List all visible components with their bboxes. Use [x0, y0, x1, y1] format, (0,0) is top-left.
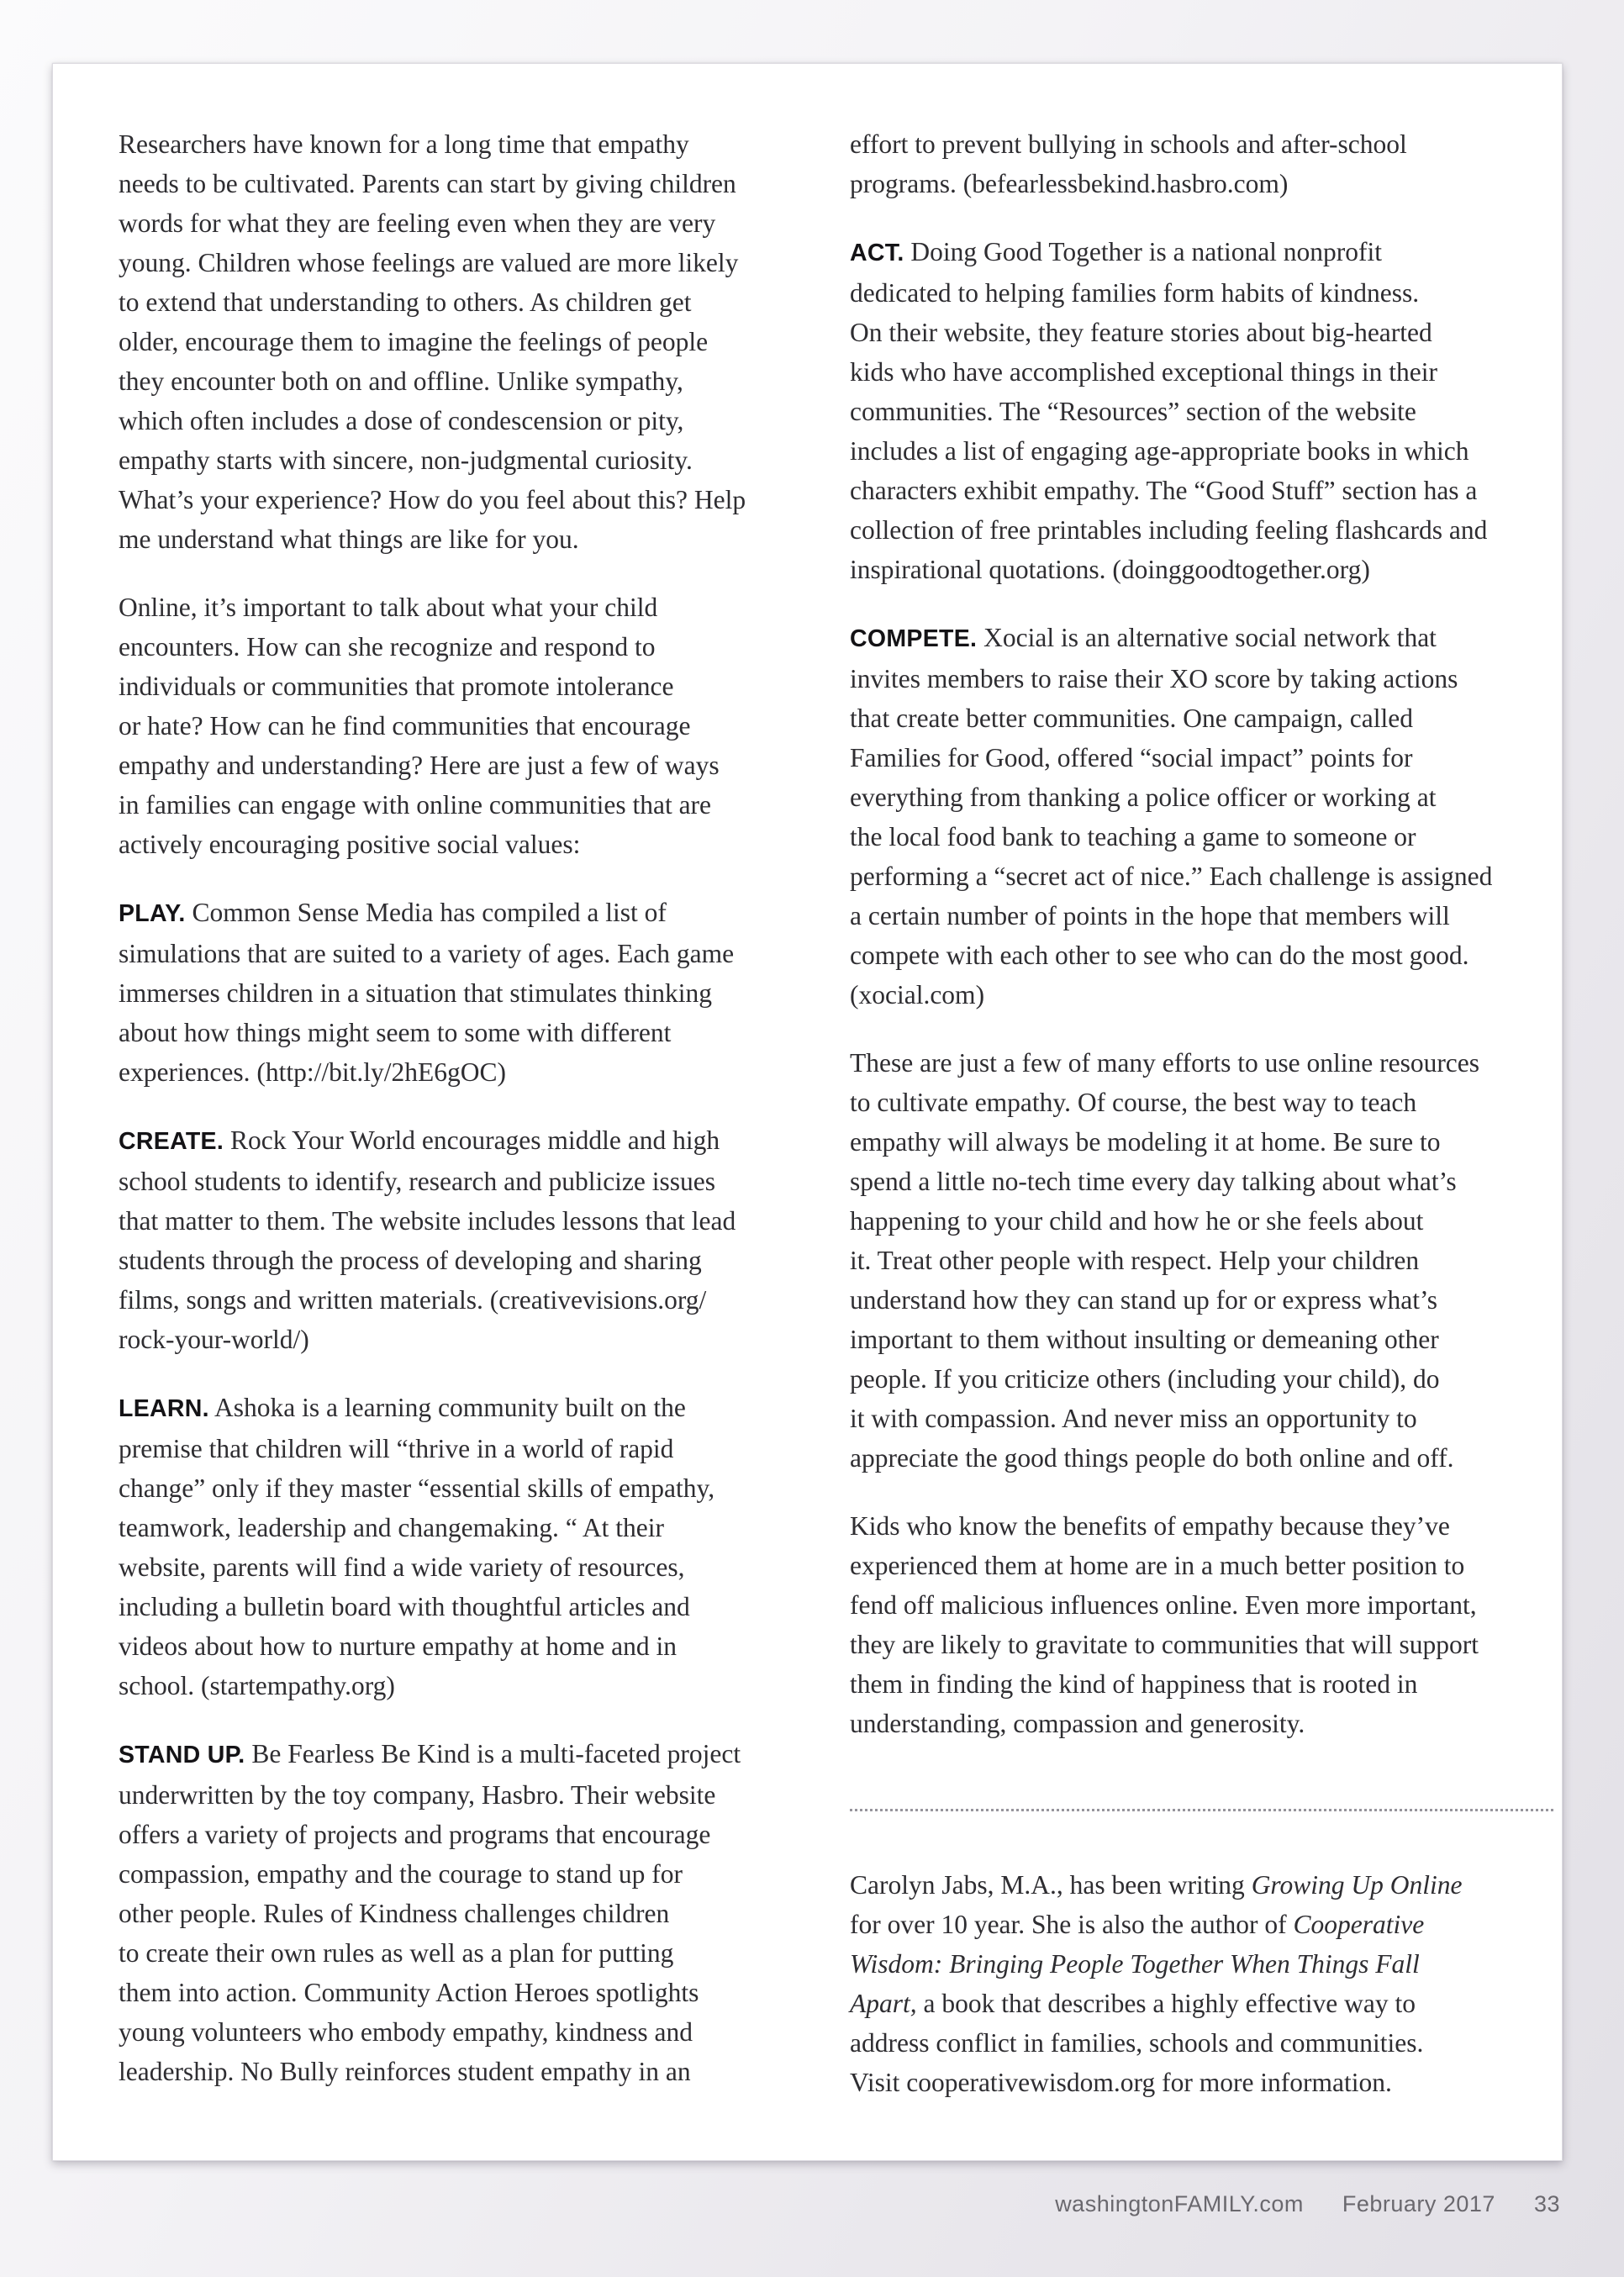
text-line	[119, 1894, 820, 1933]
text-line	[119, 1734, 820, 1775]
text-line	[119, 480, 820, 519]
text-line	[850, 471, 1560, 510]
text-line	[119, 1388, 820, 1429]
text-line	[850, 273, 1560, 313]
italic-text: Growing Up Online	[1251, 1870, 1463, 1900]
text-line	[119, 825, 820, 864]
text-segment: collection of free printables including feeling flashcards and	[850, 515, 1488, 545]
text-line	[850, 392, 1560, 431]
text-segment: teamwork, leadership and changemaking. “ At their	[119, 1513, 665, 1542]
text-line	[850, 232, 1560, 273]
text-segment: leadership. No Bully reinforces student empathy in an	[119, 2057, 691, 2086]
text-line	[850, 124, 1560, 164]
text-segment: communities. The “Resources” section of the website	[850, 397, 1416, 426]
text-segment: compete with each other to see who can do the most good.	[850, 941, 1469, 970]
text-segment: other people. Rules of Kindness challenges children	[119, 1899, 670, 1928]
text-line	[119, 164, 820, 203]
text-line	[119, 667, 820, 706]
section-label: COMPETE.	[850, 625, 978, 652]
text-line	[850, 618, 1560, 659]
text-segment: school. (startempathy.org)	[119, 1671, 395, 1700]
paragraph	[119, 1734, 820, 2091]
text-line	[119, 1241, 820, 1280]
text-line	[850, 1399, 1560, 1438]
text-segment: actively encouraging positive social values:	[119, 830, 581, 859]
text-line	[850, 1241, 1560, 1280]
text-line	[850, 1043, 1560, 1083]
text-line	[119, 627, 820, 667]
text-line	[850, 1162, 1560, 1201]
text-line	[850, 2023, 1560, 2063]
text-line	[119, 203, 820, 243]
text-line	[119, 893, 820, 934]
text-line	[850, 975, 1560, 1015]
paragraph	[850, 232, 1560, 589]
text-segment: a book that describes a highly effective way to	[916, 1989, 1416, 2018]
text-line	[119, 1468, 820, 1508]
text-line	[850, 817, 1560, 857]
paragraph	[850, 618, 1560, 1015]
text-line	[850, 659, 1560, 698]
text-segment: empathy starts with sincere, non-judgmental curiosity.	[119, 445, 693, 475]
right-column-paragraphs	[850, 124, 1560, 1743]
text-segment: words for what they are feeling even when they are very	[119, 208, 716, 238]
text-line	[119, 1775, 820, 1815]
text-segment: me understand what things are like for you.	[119, 524, 579, 554]
text-segment: includes a list of engaging age-appropriate books in which	[850, 436, 1469, 466]
text-segment: them in finding the kind of happiness that is rooted in	[850, 1669, 1418, 1699]
page-footer	[1055, 2191, 1560, 2217]
text-segment: Online, it’s important to talk about what your child	[119, 593, 658, 622]
italic-text: Apart,	[850, 1989, 917, 2018]
left-column	[119, 124, 820, 2091]
text-line	[850, 1201, 1560, 1241]
text-line	[850, 1865, 1560, 1905]
text-segment: programs. (befearlessbekind.hasbro.com)	[850, 169, 1289, 198]
magazine-page	[52, 63, 1563, 2161]
text-segment: Visit cooperativewisdom.org for more information.	[850, 2068, 1392, 2097]
text-segment: Common Sense Media has compiled a list of	[192, 898, 667, 927]
text-segment: young volunteers who embody empathy, kindness and	[119, 2017, 693, 2047]
text-line	[119, 1052, 820, 1092]
text-line	[850, 1122, 1560, 1162]
text-segment: that create better communities. One campaign, called	[850, 704, 1413, 733]
text-segment: kids who have accomplished exceptional things in their	[850, 357, 1437, 387]
text-line	[119, 440, 820, 480]
text-line	[850, 857, 1560, 896]
text-line	[119, 1587, 820, 1626]
text-segment: individuals or communities that promote intolerance	[119, 672, 674, 701]
text-segment: offers a variety of projects and programs that encourage	[119, 1820, 711, 1849]
text-line	[119, 243, 820, 282]
text-segment: it with compassion. And never miss an opportunity to	[850, 1404, 1417, 1433]
text-line	[850, 313, 1560, 352]
text-line	[119, 1013, 820, 1052]
text-line	[119, 1626, 820, 1666]
text-segment: Doing Good Together is a national nonprofit	[910, 237, 1383, 266]
text-line	[850, 896, 1560, 936]
text-line	[850, 1320, 1560, 1359]
text-segment: effort to prevent bullying in schools and after-school	[850, 129, 1407, 159]
text-segment: school students to identify, research and publicize issues	[119, 1167, 716, 1196]
text-line	[850, 1546, 1560, 1585]
text-line	[850, 738, 1560, 777]
text-line	[119, 1162, 820, 1201]
text-segment: encounters. How can she recognize and respond to	[119, 632, 656, 661]
text-segment: On their website, they feature stories about big-hearted	[850, 318, 1432, 347]
text-segment: change” only if they master “essential skills of empathy,	[119, 1473, 715, 1503]
text-segment: compassion, empathy and the courage to stand up for	[119, 1859, 683, 1889]
footer-site: washingtonFAMILY.com	[1055, 2191, 1304, 2216]
text-segment: appreciate the good things people do both online and off.	[850, 1443, 1454, 1473]
text-segment: happening to your child and how he or she feels about	[850, 1206, 1424, 1236]
text-segment: understand how they can stand up for or express what’s	[850, 1285, 1437, 1315]
text-line	[119, 746, 820, 785]
text-line	[119, 1508, 820, 1547]
text-segment: to create their own rules as well as a plan for putting	[119, 1938, 674, 1968]
text-segment: Carolyn Jabs, M.A., has been writing	[850, 1870, 1252, 1900]
text-line	[850, 352, 1560, 392]
text-segment: empathy will always be modeling it at home. Be sure to	[850, 1127, 1441, 1157]
text-line	[119, 2012, 820, 2052]
text-segment: to cultivate empathy. Of course, the best way to teach	[850, 1088, 1417, 1117]
text-segment: empathy and understanding? Here are just a few of ways	[119, 751, 720, 780]
text-segment: Ashoka is a learning community built on the	[214, 1393, 686, 1422]
text-segment: including a bulletin board with thoughtful articles and	[119, 1592, 690, 1621]
text-line	[850, 777, 1560, 817]
text-segment: These are just a few of many efforts to use online resources	[850, 1048, 1480, 1078]
text-line	[850, 1359, 1560, 1399]
section-label: STAND UP.	[119, 1742, 245, 1768]
text-segment: address conflict in families, schools and communities.	[850, 2028, 1424, 2058]
text-line	[119, 588, 820, 627]
text-line	[119, 1201, 820, 1241]
text-line	[850, 2063, 1560, 2102]
text-line	[119, 2052, 820, 2091]
text-segment: students through the process of developing and sharing	[119, 1246, 702, 1275]
paragraph	[119, 893, 820, 1092]
text-segment: characters exhibit empathy. The “Good Stuff” section has a	[850, 476, 1478, 505]
text-segment: rock-your-world/)	[119, 1325, 309, 1354]
text-segment: older, encourage them to imagine the feelings of people	[119, 327, 709, 356]
text-segment: underwritten by the toy company, Hasbro. Their website	[119, 1780, 716, 1810]
text-segment: young. Children whose feelings are valued are more likely	[119, 248, 739, 277]
section-label: PLAY.	[119, 900, 186, 927]
text-line	[119, 706, 820, 746]
text-line	[119, 1120, 820, 1162]
paragraph	[850, 1865, 1560, 2102]
section-label: LEARN.	[119, 1395, 209, 1422]
dotted-divider	[850, 1809, 1553, 1811]
text-line	[119, 1973, 820, 2012]
text-segment: them into action. Community Action Heroes spotlights	[119, 1978, 699, 2007]
section-label: CREATE.	[119, 1128, 224, 1155]
text-line	[850, 510, 1560, 550]
text-segment: performing a “secret act of nice.” Each challenge is assigned	[850, 862, 1493, 891]
text-segment: about how things might seem to some with different	[119, 1018, 672, 1047]
text-segment: a certain number of points in the hope that members will	[850, 901, 1450, 930]
text-line	[119, 973, 820, 1013]
footer-page-number: 33	[1533, 2191, 1560, 2216]
text-segment: everything from thanking a police officer or working at	[850, 783, 1437, 812]
text-line	[119, 401, 820, 440]
text-segment: premise that children will “thrive in a world of rapid	[119, 1434, 674, 1463]
text-line	[119, 1666, 820, 1705]
text-line	[119, 1429, 820, 1468]
text-segment: Kids who know the benefits of empathy because they’ve	[850, 1511, 1450, 1541]
text-segment: the local food bank to teaching a game to someone or	[850, 822, 1416, 851]
paragraph	[850, 1043, 1560, 1478]
text-line	[119, 519, 820, 559]
paragraph	[850, 124, 1560, 203]
italic-text: Wisdom: Bringing People Together When Things Fall	[850, 1949, 1420, 1979]
text-line	[850, 1664, 1560, 1704]
text-line	[119, 1933, 820, 1973]
text-line	[119, 785, 820, 825]
text-segment: simulations that are suited to a variety of ages. Each game	[119, 939, 735, 968]
text-segment: invites members to raise their XO score by taking actions	[850, 664, 1458, 693]
text-segment: films, songs and written materials. (creativevisions.org/	[119, 1285, 707, 1315]
text-segment: for over 10 year. She is also the author of	[850, 1910, 1294, 1939]
text-line	[850, 1083, 1560, 1122]
text-segment: experiences. (http://bit.ly/2hE6gOC)	[119, 1057, 507, 1087]
text-line	[850, 1585, 1560, 1625]
text-line	[850, 1984, 1560, 2023]
text-line	[119, 124, 820, 164]
text-segment: Families for Good, offered “social impact” points for	[850, 743, 1413, 772]
text-line	[850, 698, 1560, 738]
italic-text: Cooperative	[1293, 1910, 1425, 1939]
text-line	[119, 282, 820, 322]
text-segment: it. Treat other people with respect. Help your children	[850, 1246, 1420, 1275]
text-line	[850, 1704, 1560, 1743]
text-line	[850, 1280, 1560, 1320]
text-segment: in families can engage with online communities that are	[119, 790, 712, 820]
text-segment: which often includes a dose of condescension or pity,	[119, 406, 684, 435]
text-line	[850, 1625, 1560, 1664]
text-segment: understanding, compassion and generosity.	[850, 1709, 1305, 1738]
text-segment: they encounter both on and offline. Unlike sympathy,	[119, 366, 683, 396]
text-line	[119, 1280, 820, 1320]
text-segment: Xocial is an alternative social network that	[983, 623, 1437, 652]
text-line	[119, 1854, 820, 1894]
text-segment: website, parents will find a wide variety of resources,	[119, 1552, 685, 1582]
text-line	[119, 361, 820, 401]
text-segment: experienced them at home are in a much better position to	[850, 1551, 1465, 1580]
text-segment: inspirational quotations. (doinggoodtogether.org)	[850, 555, 1370, 584]
text-line	[850, 164, 1560, 203]
text-segment: immerses children in a situation that stimulates thinking	[119, 978, 713, 1008]
text-segment: that matter to them. The website includes lessons that lead	[119, 1206, 736, 1236]
text-line	[119, 1547, 820, 1587]
author-bio	[850, 1865, 1560, 2102]
text-line	[850, 550, 1560, 589]
text-segment: to extend that understanding to others. As children get	[119, 287, 692, 317]
paragraph	[119, 124, 820, 559]
paragraph	[119, 588, 820, 864]
text-segment: What’s your experience? How do you feel about this? Help	[119, 485, 746, 514]
text-segment: people. If you criticize others (including your child), do	[850, 1364, 1440, 1394]
text-line	[850, 1944, 1560, 1984]
right-column	[850, 124, 1560, 2102]
text-segment: or hate? How can he find communities that encourage	[119, 711, 691, 741]
text-line	[119, 1815, 820, 1854]
text-segment: they are likely to gravitate to communities that will support	[850, 1630, 1479, 1659]
text-segment: fend off malicious influences online. Even more important,	[850, 1590, 1477, 1620]
text-line	[850, 936, 1560, 975]
text-line	[119, 934, 820, 973]
text-segment: spend a little no-tech time every day talking about what’s	[850, 1167, 1457, 1196]
section-label: ACT.	[850, 240, 904, 266]
text-line	[850, 1438, 1560, 1478]
text-segment: needs to be cultivated. Parents can start by giving children	[119, 169, 736, 198]
paragraph	[119, 1120, 820, 1359]
text-line	[850, 1506, 1560, 1546]
text-line	[850, 1905, 1560, 1944]
text-line	[119, 1320, 820, 1359]
paragraph	[119, 1388, 820, 1705]
paragraph	[850, 1506, 1560, 1743]
text-line	[119, 322, 820, 361]
text-segment: dedicated to helping families form habits of kindness.	[850, 278, 1420, 308]
text-segment: Rock Your World encourages middle and high	[229, 1125, 720, 1155]
footer-issue-date: February 2017	[1342, 2191, 1495, 2216]
text-segment: Researchers have known for a long time that empathy	[119, 129, 689, 159]
text-segment: important to them without insulting or demeaning other	[850, 1325, 1439, 1354]
text-line	[850, 431, 1560, 471]
text-segment: Be Fearless Be Kind is a multi-faceted project	[251, 1739, 741, 1768]
text-segment: videos about how to nurture empathy at home and in	[119, 1631, 677, 1661]
text-segment: (xocial.com)	[850, 980, 985, 1009]
